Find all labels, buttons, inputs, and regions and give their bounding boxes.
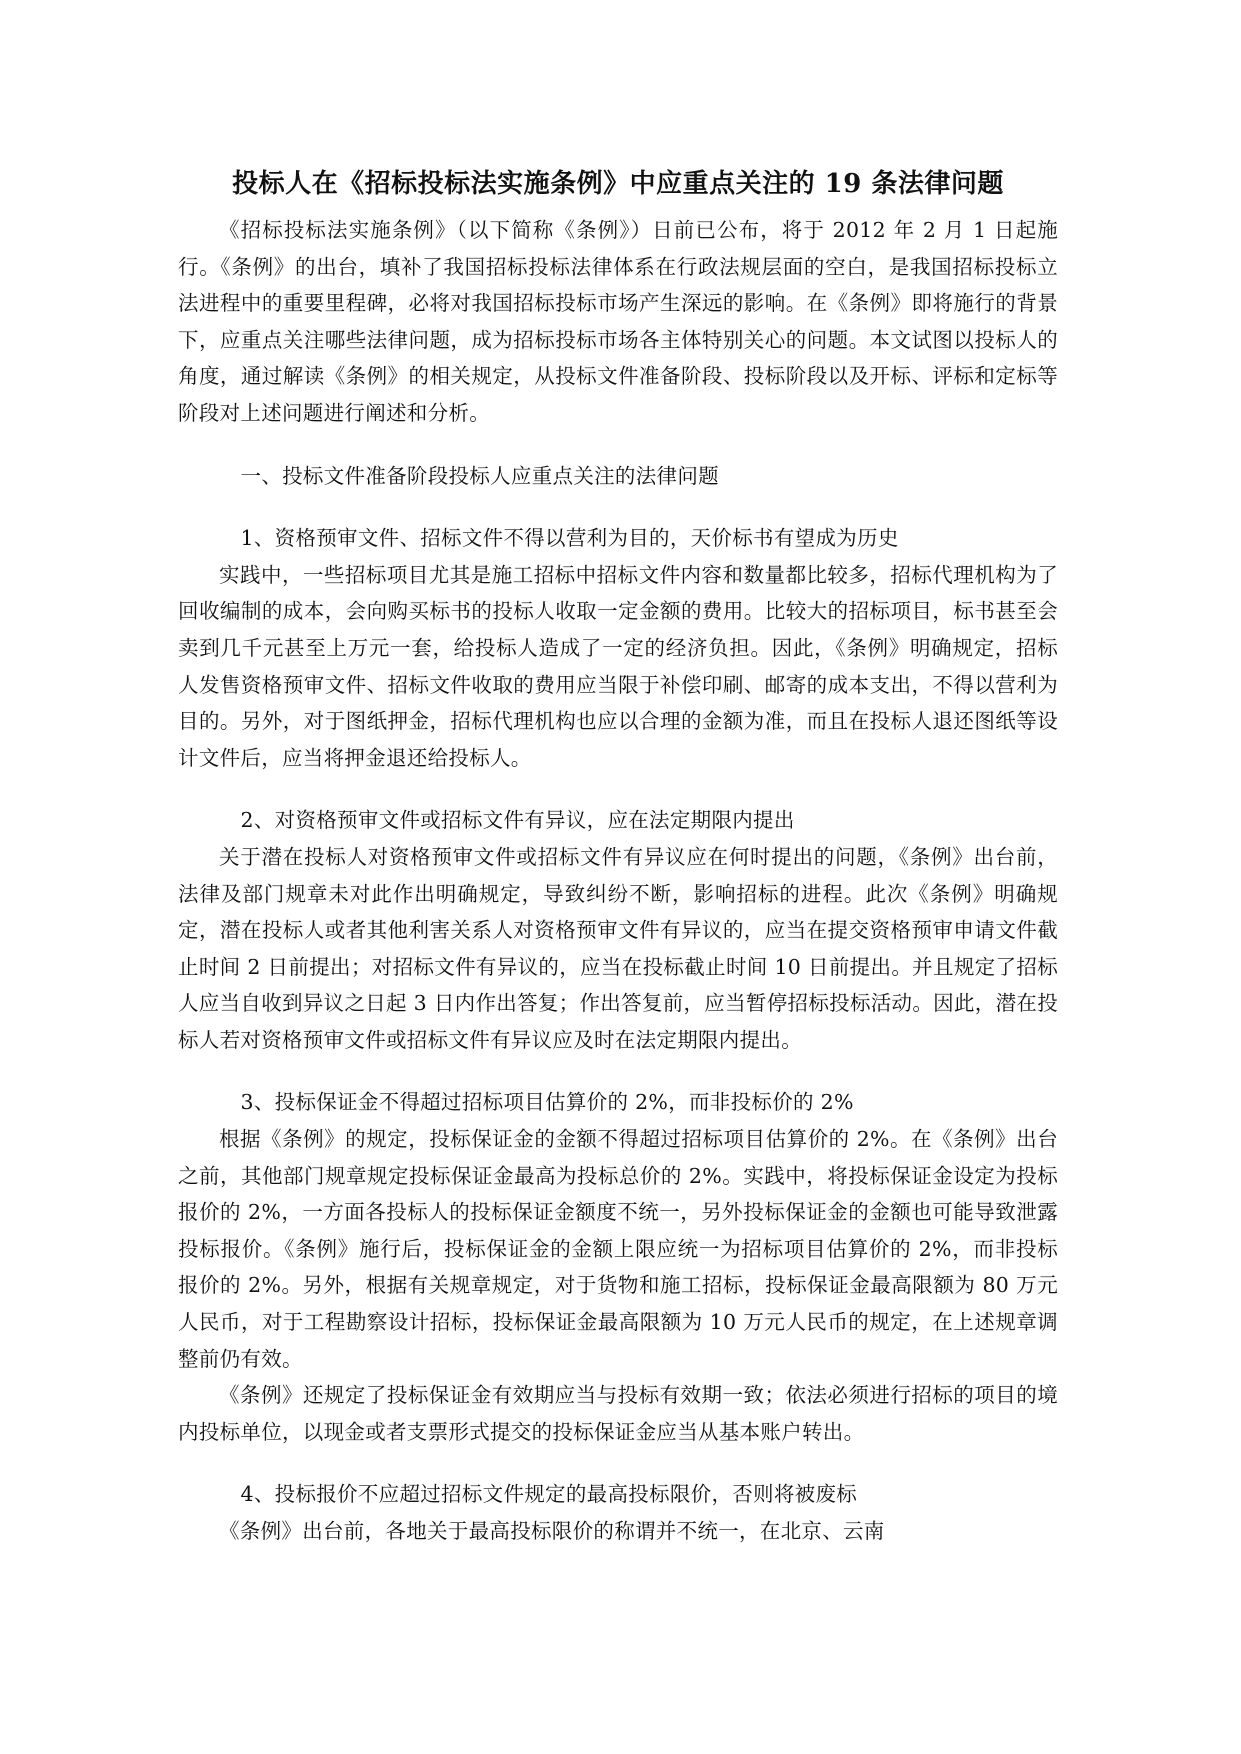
item-2-body: 关于潜在投标人对资格预审文件或招标文件有异议应在何时提出的问题，《条例》出台前，法律及部门规章未对此作出明确规定，导致纠纷不断，影响招标的进程。此次《条例》明确规定，潜在投标人或者其他利害关系人对资格预审文件有异议的，应当在提交资格预审申请文件截止时间 2 日前提出；对招标文件有异议的，应当在投标截止时间 10 日前提出。并且规定了招标人应当自收到异议之日起 3 日内作出答复；作出答复前，应当暂停招标投标活动。因此，潜在投标人若对资格预审文件或招标文件有异议应及时在法定期限内提出。: [178, 844, 1058, 1052]
item-3-heading: 3、投标保证金不得超过招标项目估算价的 2%，而非投标价的 2%: [240, 1090, 854, 1115]
item-2-heading: 2、对资格预审文件或招标文件有异议，应在法定期限内提出: [240, 808, 795, 833]
item-3-body-2: 《条例》还规定了投标保证金有效期应当与投标有效期一致；依法必须进行招标的项目的境内投标单位，以现金或者支票形式提交的投标保证金应当从基本账户转出。: [178, 1383, 1058, 1444]
item-1-body: 实践中，一些招标项目尤其是施工招标中招标文件内容和数量都比较多，招标代理机构为了回收编制的成本，会向购买标书的投标人收取一定金额的费用。比较大的招标项目，标书甚至会卖到几千元甚至上万元一套，给投标人造成了一定的经济负担。因此，《条例》明确规定，招标人发售资格预审文件、招标文件收取的费用应当限于补偿印刷、邮寄的成本支出，不得以营利为目的。另外，对于图纸押金，招标代理机构也应以合理的金额为准，而且在投标人退还图纸等设计文件后，应当将押金退还给投标人。: [178, 562, 1058, 770]
item-4-heading: 4、投标报价不应超过招标文件规定的最高投标限价，否则将被废标: [240, 1482, 858, 1507]
intro-paragraph: 《招标投标法实施条例》（以下简称《条例》）日前已公布，将于 2012 年 2 月 1 日起施行。《条例》的出台，填补了我国招标投标法律体系在行政法规层面的空白，是我国招标投标立法进程中的重要里程碑，必将对我国招标投标市场产生深远的影响。在《条例》即将施行的背景下，应重点关注哪些法律问题，成为招标投标市场各主体特别关心的问题。本文试图以投标人的角度，通过解读《条例》的相关规定，从投标文件准备阶段、投标阶段以及开标、评标和定标等阶段对上述问题进行阐述和分析。: [178, 218, 1058, 425]
document-content: [178, 162, 1058, 1550]
item-4-body: 《条例》出台前，各地关于最高投标限价的称谓并不统一，在北京、云南: [219, 1519, 885, 1543]
section-1-heading: 一、投标文件准备阶段投标人应重点关注的法律问题: [240, 463, 719, 488]
item-1-heading: 1、资格预审文件、招标文件不得以营利为目的，天价标书有望成为历史: [240, 526, 899, 551]
document-title: 投标人在《招标投标法实施条例》中应重点关注的 19 条法律问题: [232, 169, 1004, 199]
item-3-body-1: 根据《条例》的规定，投标保证金的金额不得超过招标项目估算价的 2%。在《条例》出台之前，其他部门规章规定投标保证金最高为投标总价的 2%。实践中，将投标保证金设定为投标报价的 2%，一方面各投标人的投标保证金额度不统一，另外投标保证金的金额也可能导致泄露投标报价。《条例》施行后，投标保证金的金额上限应统一为招标项目估算价的 2%，而非投标报价的 2%。另外，根据有关规章规定，对于货物和施工招标，投标保证金最高限额为 80 万元人民币，对于工程勘察设计招标，投标保证金最高限额为 10 万元人民币的规定，在上述规章调整前仍有效。: [178, 1127, 1058, 1371]
